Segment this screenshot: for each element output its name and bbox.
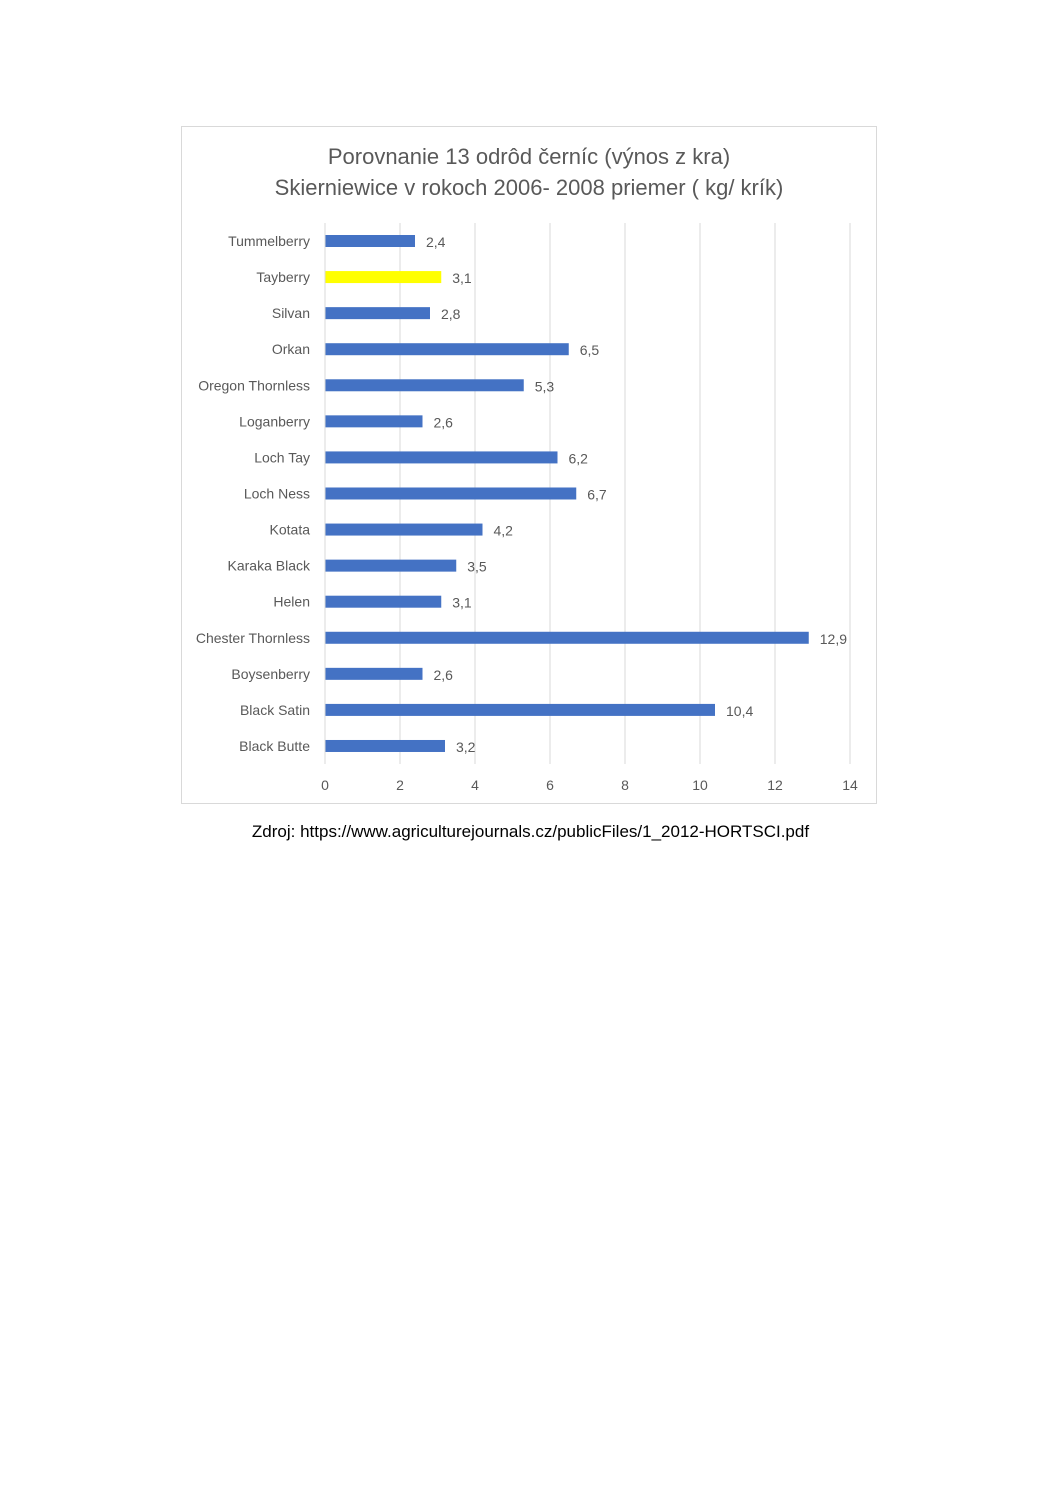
chart-subtitle: Skierniewice v rokoch 2006- 2008 priemer ( kg/ krík) (274, 175, 784, 200)
data-label: 2,6 (433, 666, 453, 683)
bar-boysenberry (325, 668, 423, 680)
category-label: Loch Tay (254, 449, 310, 466)
category-label: Silvan (271, 305, 310, 322)
bar-helen (325, 596, 441, 608)
data-label: 6,5 (579, 342, 600, 359)
data-label: 10,4 (726, 702, 754, 719)
data-label: 4,2 (493, 522, 513, 539)
x-tick-label: 12 (767, 777, 783, 793)
category-label: Kotata (269, 521, 310, 538)
data-label: 12,9 (819, 630, 847, 647)
x-tick-label: 6 (546, 777, 554, 793)
bar-oregon-thornless (325, 379, 524, 391)
category-label: Oregon Thornless (198, 377, 310, 394)
bar-orkan (325, 343, 569, 355)
x-tick-label: 0 (321, 777, 329, 793)
bar-silvan (325, 307, 430, 319)
category-label: Orkan (271, 341, 310, 358)
chart-title: Porovnanie 13 odrôd černíc (výnos z kra) (327, 144, 731, 169)
x-tick-label: 14 (842, 777, 858, 793)
category-label: Boysenberry (231, 665, 310, 682)
x-tick-label: 10 (692, 777, 708, 793)
bar-loch-tay (325, 451, 558, 463)
category-label: Helen (273, 593, 310, 610)
chart-frame (181, 126, 877, 804)
bar-karaka-black (325, 560, 456, 572)
category-label: Chester Thornless (195, 629, 310, 646)
x-tick-label: 4 (471, 777, 479, 793)
data-label: 5,3 (534, 378, 555, 395)
bar-loch-ness (325, 487, 576, 499)
bar-tayberry (325, 271, 441, 283)
category-label: Black Satin (239, 701, 310, 718)
x-tick-label: 8 (621, 777, 629, 793)
data-label: 3,1 (452, 270, 472, 287)
data-label: 3,5 (467, 558, 487, 575)
data-label: 3,2 (456, 738, 476, 755)
bar-loganberry (325, 415, 423, 427)
category-label: Tummelberry (228, 233, 310, 249)
category-label: Black Butte (239, 737, 310, 754)
category-label: Karaka Black (227, 557, 310, 574)
data-label: 2,4 (426, 234, 446, 250)
data-label: 6,2 (568, 450, 588, 467)
bar-kotata (325, 524, 483, 536)
data-label: 3,1 (452, 594, 472, 611)
data-label: 6,7 (587, 486, 607, 503)
category-label: Loganberry (239, 413, 310, 430)
x-tick-label: 2 (396, 777, 404, 793)
bar-black-butte (325, 740, 445, 752)
data-label: 2,8 (441, 306, 461, 323)
data-label: 2,6 (433, 414, 453, 431)
category-label: Tayberry (256, 269, 310, 286)
bar-black-satin (325, 704, 715, 716)
bar-tummelberry (325, 235, 415, 247)
bar-chart (182, 127, 878, 805)
bar-chester-thornless (325, 632, 809, 644)
source-note: Zdroj: https://www.agriculturejournals.cz/publicFiles/1_2012-HORTSCI.pdf (251, 822, 810, 841)
category-label: Loch Ness (243, 485, 310, 502)
